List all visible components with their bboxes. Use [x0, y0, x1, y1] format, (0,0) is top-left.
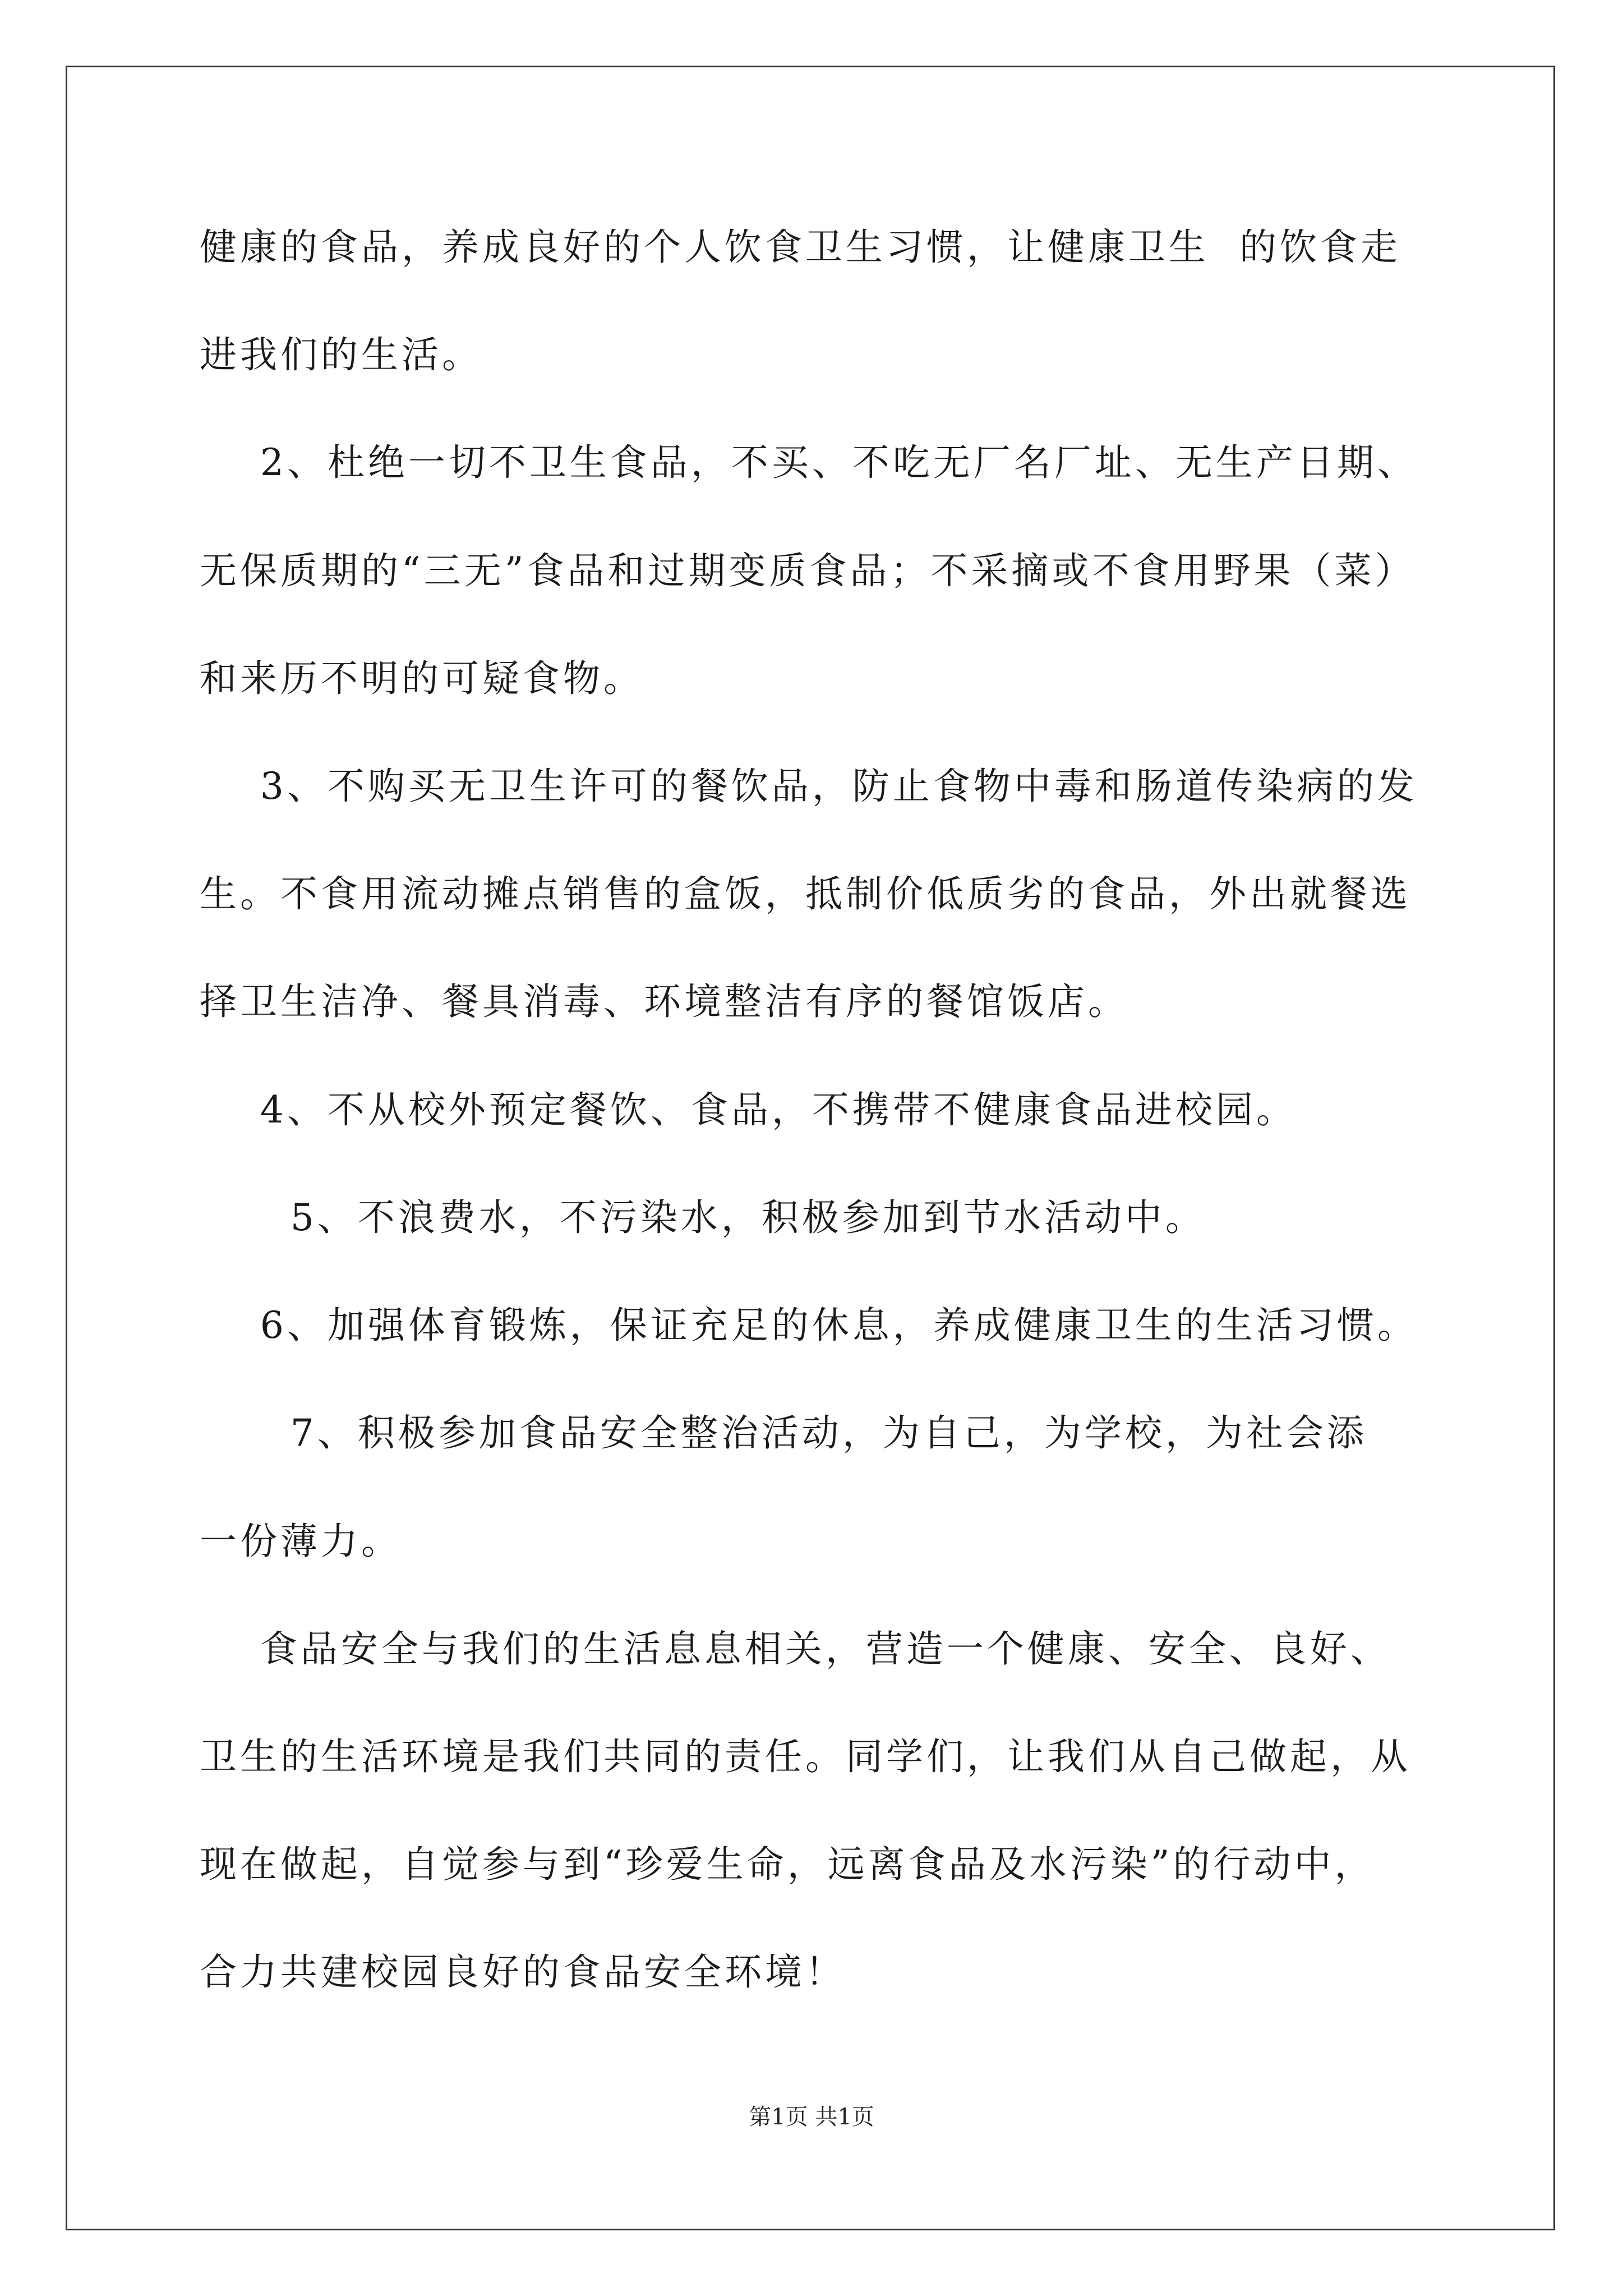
- page-border: [66, 66, 1555, 2230]
- text-line: 卫生的生活环境是我们共同的责任。同学们，让我们从自己做起，从: [200, 1735, 1411, 1778]
- text-line: 2、杜绝一切不卫生食品，不买、不吃无厂名厂址、无生产日期、: [200, 441, 1418, 484]
- text-line: 现在做起，自觉参与到“珍爱生命，远离食品及水污染”的行动中，: [200, 1843, 1375, 1886]
- text-line: 进我们的生活。: [200, 333, 482, 376]
- text-line: 生。不食用流动摊点销售的盒饭，抵制价低质劣的食品，外出就餐选: [200, 872, 1411, 915]
- text-line: 合力共建校园良好的食品安全环境！: [200, 1950, 846, 1994]
- text-line: 择卫生洁净、餐具消毒、环境整洁有序的餐馆饭店。: [200, 980, 1128, 1023]
- text-line: 健康的食品，养成良好的个人饮食卫生习惯，让健康卫生 的饮食走: [200, 226, 1401, 269]
- text-line: 无保质期的“三无”食品和过期变质食品；不采摘或不食用野果（菜）: [200, 549, 1415, 592]
- text-line: 和来历不明的可疑食物。: [200, 657, 644, 700]
- text-line: 4、不从校外预定餐饮、食品，不携带不健康食品进校园。: [200, 1088, 1297, 1131]
- text-line: 6、加强体育锻炼，保证充足的休息，养成健康卫生的生活习惯。: [200, 1304, 1418, 1347]
- page-number: 第1页 共1页: [749, 2104, 874, 2130]
- text-line: 5、不浪费水，不污染水，积极参加到节水活动中。: [200, 1196, 1206, 1239]
- text-line: 7、积极参加食品安全整治活动，为自己，为学校，为社会添: [200, 1411, 1367, 1455]
- text-line: 食品安全与我们的生活息息相关，营造一个健康、安全、良好、: [200, 1627, 1391, 1671]
- text-line: 一份薄力。: [200, 1520, 402, 1563]
- text-line: 3、不购买无卫生许可的餐饮品，防止食物中毒和肠道传染病的发: [200, 765, 1418, 808]
